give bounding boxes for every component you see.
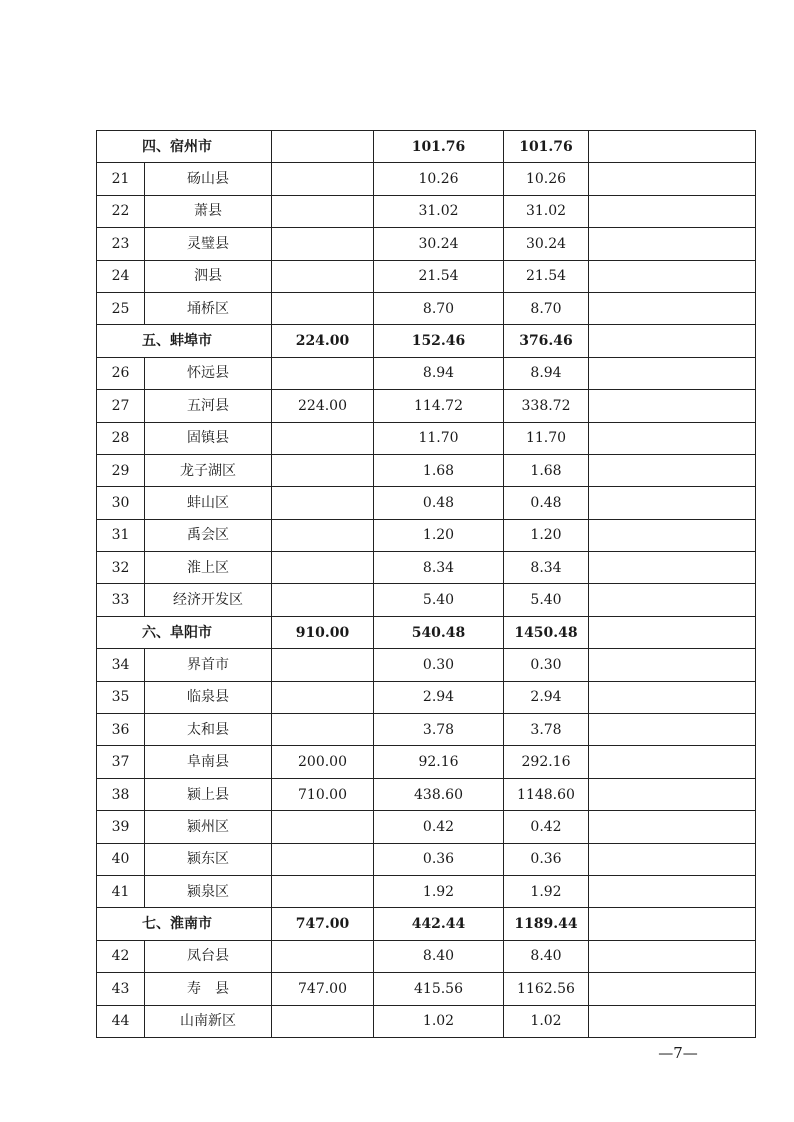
table-row	[97, 422, 756, 454]
table-row	[97, 357, 756, 389]
value-cell-c3: 1.02	[504, 1005, 589, 1037]
value-cell-c4	[589, 681, 756, 713]
value-cell-c1	[272, 195, 374, 227]
row-number-cell: 33	[97, 584, 145, 616]
value-cell-c1	[272, 260, 374, 292]
value-cell-c4	[589, 292, 756, 324]
value-cell-c2: 92.16	[374, 746, 504, 778]
row-number-cell: 44	[97, 1005, 145, 1037]
value-cell-c1: 710.00	[272, 778, 374, 810]
value-cell-c3: 10.26	[504, 163, 589, 195]
value-cell-c3: 0.36	[504, 843, 589, 875]
value-cell-c4	[589, 519, 756, 551]
table-row	[97, 875, 756, 907]
value-cell-c3: 0.42	[504, 811, 589, 843]
table-row	[97, 681, 756, 713]
table-row	[97, 973, 756, 1005]
table-row	[97, 519, 756, 551]
county-name-cell: 固镇县	[145, 422, 272, 454]
county-name-cell: 埇桥区	[145, 292, 272, 324]
county-name-cell: 颍州区	[145, 811, 272, 843]
value-cell-c4	[589, 1005, 756, 1037]
row-number-cell: 23	[97, 228, 145, 260]
value-cell-c3: 31.02	[504, 195, 589, 227]
value-cell-c1	[272, 681, 374, 713]
value-cell-c1: 910.00	[272, 616, 374, 648]
group-name-cell: 六、阜阳市	[97, 616, 272, 648]
county-name-cell: 经济开发区	[145, 584, 272, 616]
value-cell-c3: 8.40	[504, 940, 589, 972]
value-cell-c1	[272, 422, 374, 454]
value-cell-c1	[272, 584, 374, 616]
value-cell-c1	[272, 519, 374, 551]
value-cell-c4	[589, 195, 756, 227]
value-cell-c3: 8.70	[504, 292, 589, 324]
county-name-cell: 龙子湖区	[145, 454, 272, 486]
row-number-cell: 21	[97, 163, 145, 195]
value-cell-c1: 224.00	[272, 390, 374, 422]
value-cell-c1	[272, 649, 374, 681]
row-number-cell: 31	[97, 519, 145, 551]
table-body	[97, 131, 756, 1038]
county-name-cell: 灵璧县	[145, 228, 272, 260]
county-name-cell: 泗县	[145, 260, 272, 292]
value-cell-c2: 0.48	[374, 487, 504, 519]
value-cell-c2: 1.68	[374, 454, 504, 486]
value-cell-c1	[272, 940, 374, 972]
value-cell-c2: 8.94	[374, 357, 504, 389]
group-name-cell: 七、淮南市	[97, 908, 272, 940]
value-cell-c4	[589, 778, 756, 810]
value-cell-c2: 1.92	[374, 875, 504, 907]
table-row	[97, 292, 756, 324]
row-number-cell: 22	[97, 195, 145, 227]
value-cell-c2: 11.70	[374, 422, 504, 454]
value-cell-c3: 376.46	[504, 325, 589, 357]
row-number-cell: 27	[97, 390, 145, 422]
row-number-cell: 36	[97, 714, 145, 746]
value-cell-c4	[589, 908, 756, 940]
row-number-cell: 24	[97, 260, 145, 292]
county-name-cell: 颍东区	[145, 843, 272, 875]
table-row	[97, 940, 756, 972]
value-cell-c1: 747.00	[272, 908, 374, 940]
value-cell-c4	[589, 228, 756, 260]
value-cell-c3: 1148.60	[504, 778, 589, 810]
value-cell-c3: 338.72	[504, 390, 589, 422]
county-name-cell: 五河县	[145, 390, 272, 422]
value-cell-c3: 8.34	[504, 552, 589, 584]
county-name-cell: 界首市	[145, 649, 272, 681]
value-cell-c4	[589, 487, 756, 519]
value-cell-c3: 1162.56	[504, 973, 589, 1005]
county-name-cell: 禹会区	[145, 519, 272, 551]
value-cell-c4	[589, 811, 756, 843]
value-cell-c4	[589, 390, 756, 422]
row-number-cell: 30	[97, 487, 145, 519]
value-cell-c4	[589, 843, 756, 875]
table-row	[97, 746, 756, 778]
value-cell-c2: 540.48	[374, 616, 504, 648]
value-cell-c2: 0.36	[374, 843, 504, 875]
value-cell-c1	[272, 714, 374, 746]
county-name-cell: 怀远县	[145, 357, 272, 389]
allocation-table	[96, 130, 756, 1038]
value-cell-c1	[272, 131, 374, 163]
table-row	[97, 163, 756, 195]
table-group-row	[97, 616, 756, 648]
value-cell-c2: 10.26	[374, 163, 504, 195]
value-cell-c4	[589, 357, 756, 389]
value-cell-c2: 8.34	[374, 552, 504, 584]
county-name-cell: 萧县	[145, 195, 272, 227]
value-cell-c1	[272, 454, 374, 486]
table-row	[97, 552, 756, 584]
county-name-cell: 临泉县	[145, 681, 272, 713]
value-cell-c1	[272, 1005, 374, 1037]
value-cell-c2: 1.20	[374, 519, 504, 551]
value-cell-c1	[272, 843, 374, 875]
county-name-cell: 太和县	[145, 714, 272, 746]
row-number-cell: 26	[97, 357, 145, 389]
value-cell-c1: 224.00	[272, 325, 374, 357]
value-cell-c4	[589, 616, 756, 648]
value-cell-c2: 30.24	[374, 228, 504, 260]
value-cell-c4	[589, 163, 756, 195]
table-row	[97, 195, 756, 227]
value-cell-c3: 1.68	[504, 454, 589, 486]
value-cell-c4	[589, 649, 756, 681]
county-name-cell: 颍泉区	[145, 875, 272, 907]
table-row	[97, 778, 756, 810]
table-group-row	[97, 131, 756, 163]
value-cell-c2: 21.54	[374, 260, 504, 292]
value-cell-c1: 200.00	[272, 746, 374, 778]
value-cell-c3: 1.20	[504, 519, 589, 551]
county-name-cell: 蚌山区	[145, 487, 272, 519]
value-cell-c1	[272, 163, 374, 195]
row-number-cell: 42	[97, 940, 145, 972]
row-number-cell: 38	[97, 778, 145, 810]
value-cell-c3: 292.16	[504, 746, 589, 778]
county-name-cell: 凤台县	[145, 940, 272, 972]
value-cell-c4	[589, 714, 756, 746]
value-cell-c4	[589, 131, 756, 163]
value-cell-c2: 114.72	[374, 390, 504, 422]
row-number-cell: 35	[97, 681, 145, 713]
value-cell-c2: 5.40	[374, 584, 504, 616]
value-cell-c3: 21.54	[504, 260, 589, 292]
value-cell-c3: 3.78	[504, 714, 589, 746]
value-cell-c3: 1450.48	[504, 616, 589, 648]
row-number-cell: 34	[97, 649, 145, 681]
table-group-row	[97, 325, 756, 357]
table-row	[97, 811, 756, 843]
table-row	[97, 649, 756, 681]
table-row	[97, 1005, 756, 1037]
table-group-row	[97, 908, 756, 940]
value-cell-c1	[272, 228, 374, 260]
value-cell-c4	[589, 552, 756, 584]
row-number-cell: 39	[97, 811, 145, 843]
value-cell-c2: 0.30	[374, 649, 504, 681]
value-cell-c4	[589, 422, 756, 454]
row-number-cell: 32	[97, 552, 145, 584]
value-cell-c4	[589, 454, 756, 486]
value-cell-c1	[272, 292, 374, 324]
value-cell-c1	[272, 811, 374, 843]
value-cell-c4	[589, 325, 756, 357]
table-row	[97, 714, 756, 746]
county-name-cell: 颍上县	[145, 778, 272, 810]
value-cell-c1	[272, 487, 374, 519]
value-cell-c1	[272, 357, 374, 389]
value-cell-c1: 747.00	[272, 973, 374, 1005]
value-cell-c2: 415.56	[374, 973, 504, 1005]
county-name-cell: 山南新区	[145, 1005, 272, 1037]
value-cell-c2: 0.42	[374, 811, 504, 843]
value-cell-c3: 1189.44	[504, 908, 589, 940]
table-row	[97, 843, 756, 875]
county-name-cell: 寿 县	[145, 973, 272, 1005]
value-cell-c3: 8.94	[504, 357, 589, 389]
table-row	[97, 228, 756, 260]
value-cell-c2: 3.78	[374, 714, 504, 746]
table-row	[97, 487, 756, 519]
value-cell-c2: 2.94	[374, 681, 504, 713]
value-cell-c3: 101.76	[504, 131, 589, 163]
value-cell-c4	[589, 973, 756, 1005]
county-name-cell: 砀山县	[145, 163, 272, 195]
value-cell-c2: 31.02	[374, 195, 504, 227]
value-cell-c3: 5.40	[504, 584, 589, 616]
county-name-cell: 淮上区	[145, 552, 272, 584]
value-cell-c1	[272, 875, 374, 907]
row-number-cell: 29	[97, 454, 145, 486]
row-number-cell: 40	[97, 843, 145, 875]
table-row	[97, 260, 756, 292]
value-cell-c4	[589, 260, 756, 292]
table-row	[97, 390, 756, 422]
value-cell-c4	[589, 584, 756, 616]
value-cell-c3: 30.24	[504, 228, 589, 260]
page-number: —7—	[658, 1044, 698, 1062]
value-cell-c2: 442.44	[374, 908, 504, 940]
value-cell-c2: 8.40	[374, 940, 504, 972]
row-number-cell: 41	[97, 875, 145, 907]
value-cell-c4	[589, 940, 756, 972]
group-name-cell: 五、蚌埠市	[97, 325, 272, 357]
value-cell-c3: 2.94	[504, 681, 589, 713]
value-cell-c2: 438.60	[374, 778, 504, 810]
row-number-cell: 28	[97, 422, 145, 454]
row-number-cell: 37	[97, 746, 145, 778]
value-cell-c2: 101.76	[374, 131, 504, 163]
value-cell-c3: 0.30	[504, 649, 589, 681]
value-cell-c3: 0.48	[504, 487, 589, 519]
value-cell-c2: 152.46	[374, 325, 504, 357]
value-cell-c1	[272, 552, 374, 584]
row-number-cell: 25	[97, 292, 145, 324]
value-cell-c3: 1.92	[504, 875, 589, 907]
table-row	[97, 454, 756, 486]
table-row	[97, 584, 756, 616]
value-cell-c2: 8.70	[374, 292, 504, 324]
value-cell-c4	[589, 875, 756, 907]
value-cell-c2: 1.02	[374, 1005, 504, 1037]
group-name-cell: 四、宿州市	[97, 131, 272, 163]
county-name-cell: 阜南县	[145, 746, 272, 778]
row-number-cell: 43	[97, 973, 145, 1005]
value-cell-c4	[589, 746, 756, 778]
value-cell-c3: 11.70	[504, 422, 589, 454]
